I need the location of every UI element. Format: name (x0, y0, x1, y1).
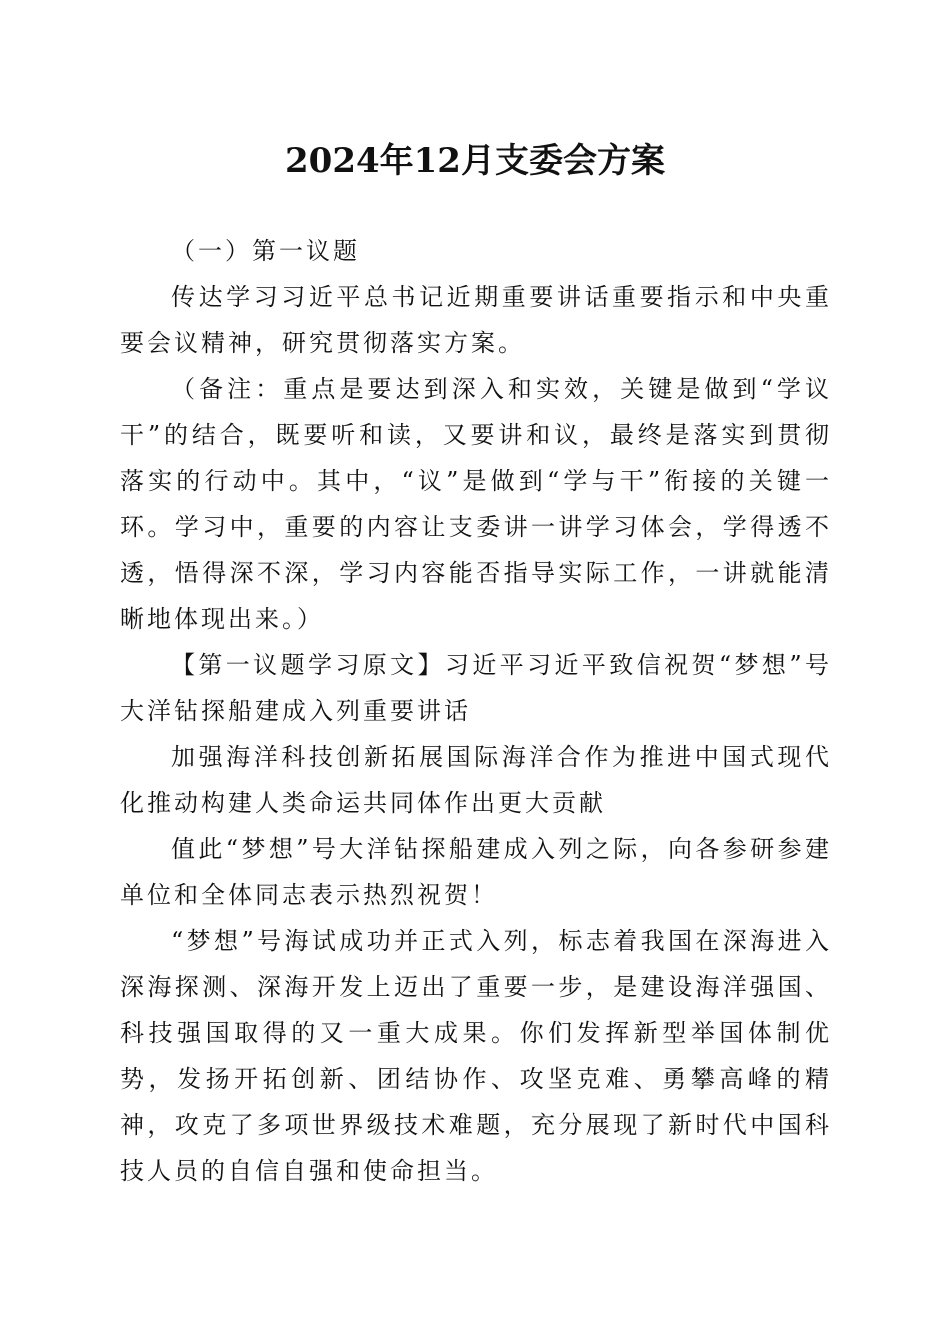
paragraph: “梦想”号海试成功并正式入列，标志着我国在深海进入深海探测、深海开发上迈出了重要一步，是建设海洋强国、科技强国取得的又一重大成果。你们发挥新型举国体制优势，发扬开拓创新、团结协作、攻坚克难、勇攀高峰的精神，攻克了多项世界级技术难题，充分展现了新时代中国科技人员的自信自强和使命担当。 (120, 927, 832, 1185)
paragraph: 传达学习习近平总书记近期重要讲话重要指示和中央重要会议精神，研究贯彻落实方案。 (120, 283, 832, 357)
paragraph-source-heading: 【第一议题学习原文】习近平习近平致信祝贺“梦想”号大洋钻探船建成入列重要讲话 (120, 651, 832, 725)
section-heading: （一）第一议题 (171, 237, 360, 265)
document-body (120, 228, 832, 1194)
document-title: 2024年12月支委会方案 (285, 141, 665, 181)
paragraph-subtitle: 加强海洋科技创新拓展国际海洋合作为推进中国式现代化推动构建人类命运共同体作出更大贡献 (120, 743, 832, 817)
paragraph-note: （备注：重点是要达到深入和实效，关键是做到“学议干”的结合，既要听和读，又要讲和议，最终是落实到贯彻落实的行动中。其中，“议”是做到“学与干”衔接的关键一环。学习中，重要的内容让支委讲一讲学习体会，学得透不透，悟得深不深，学习内容能否指导实际工作，一讲就能清晰地体现出来。） (120, 375, 832, 633)
paragraph: 值此“梦想”号大洋钻探船建成入列之际，向各参研参建单位和全体同志表示热烈祝贺！ (120, 835, 832, 909)
